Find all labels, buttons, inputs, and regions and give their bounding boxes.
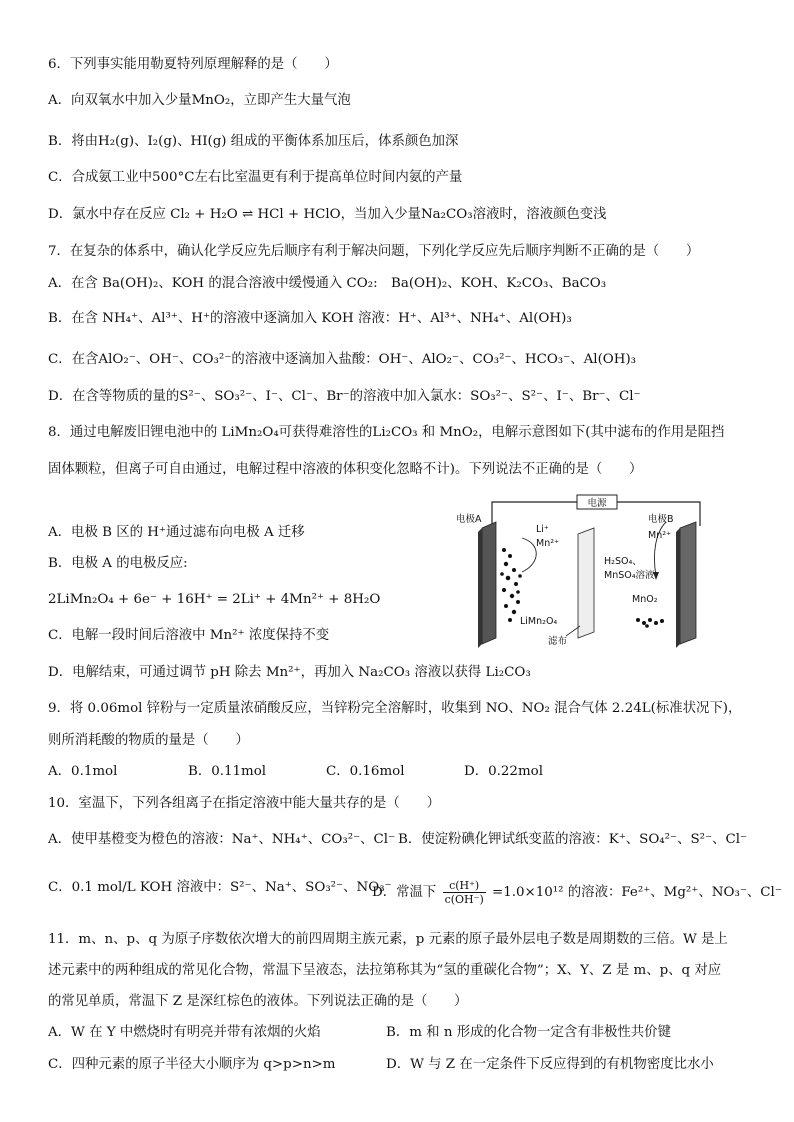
q6-option-b: B．将由H₂(g)、I₂(g)、HI(g) 组成的平衡体系加压后，体系颜色加深	[48, 134, 459, 149]
electrode-b	[680, 522, 696, 644]
q11-option-a: A．W 在 Y 中燃烧时有明亮并带有浓烟的火焰	[48, 1025, 321, 1040]
q10-d-prefix: D．常温下	[372, 885, 437, 900]
q8-option-d: D．电解结束，可通过调节 pH 除去 Mn²⁺，再加入 Na₂CO₃ 溶液以获得 Li₂CO₃	[48, 665, 531, 680]
q10-option-a: A．使甲基橙变为橙色的溶液：Na⁺、NH₄⁺、CO₃²⁻、Cl⁻	[48, 832, 396, 847]
q11-stem-line3: 的常见单质，常温下 Z 是深红棕色的液体。下列说法正确的是（ ）	[48, 994, 468, 1009]
q8-stem-line2: 固体颗粒，但离子可自由通过，电解过程中溶液的体积变化忽略不计)。下列说法不正确的是（ ）	[48, 462, 643, 477]
mn-ion-right-label: Mn²⁺	[648, 530, 672, 541]
fraction-numerator: c(H⁺)	[443, 879, 486, 893]
power-source-label: 电源	[587, 498, 607, 509]
q11-option-b: B．m 和 n 形成的化合物一定含有非极性共价键	[386, 1025, 671, 1040]
electrolysis-diagram	[452, 492, 742, 652]
q7-option-c: C．在含AlO₂⁻、OH⁻、CO₃²⁻的溶液中逐滴加入盐酸：OH⁻、AlO₂⁻、CO₃²⁻、HCO₃⁻、Al(OH)₃	[48, 352, 637, 367]
q10-option-b: B．使淀粉碘化钾试纸变蓝的溶液：K⁺、SO₄²⁻、S²⁻、Cl⁻	[398, 832, 748, 847]
q8-option-b: B．电极 A 的电极反应:	[48, 556, 188, 571]
q10-stem: 10．室温下，下列各组离子在指定溶液中能大量共存的是（ ）	[48, 796, 440, 811]
q11-stem-line1: 11．m、n、p、q 为原子序数依次增大的前四周期主族元素，p 元素的原子最外层电子数是周期数的三倍。W 是上	[48, 932, 728, 947]
q10-d-suffix: =1.0×10¹² 的溶液：Fe²⁺、Mg²⁺、NO₃⁻、Cl⁻	[492, 885, 782, 900]
electrode-a-label: 电极A	[456, 514, 482, 525]
q9-option-b: B．0.11mol	[188, 764, 267, 779]
limn2o4-particles	[500, 548, 522, 622]
mno2-particles	[636, 618, 664, 628]
q11-option-c: C．四种元素的原子半径大小顺序为 q>p>n>m	[48, 1057, 336, 1072]
solution-label-1: H₂SO₄、	[604, 556, 642, 567]
q8-option-a: A．电极 B 区的 H⁺通过滤布向电极 A 迁移	[48, 525, 305, 540]
solution-label-2: MnSO₄溶液	[604, 570, 655, 581]
q11-stem-line2: 述元素中的两种组成的常见化合物，常温下呈液态，法拉第称其为“氢的重碳化合物”；X、Y、Z 是 m、p、q 对应	[48, 963, 722, 978]
ratio-fraction	[443, 879, 486, 906]
q6-option-a: A．向双氧水中加入少量MnO₂，立即产生大量气泡	[48, 93, 351, 108]
q9-option-d: D．0.22mol	[464, 764, 543, 779]
q6-option-c: C．合成氨工业中500°C左右比室温更有利于提高单位时间内氨的产量	[48, 170, 463, 185]
mn-ion-left-label: Mn²⁺	[536, 538, 560, 549]
q9-stem-line2: 则所消耗酸的物质的量是（ ）	[48, 733, 249, 748]
q8-equation: 2LiMn₂O₄ + 6e⁻ + 16H⁺ = 2Li⁺ + 4Mn²⁺ + 8H₂O	[48, 592, 381, 607]
mno2-label: MnO₂	[632, 594, 658, 605]
electrode-a	[482, 522, 496, 644]
q10-option-c: C．0.1 mol/L KOH 溶液中：S²⁻、Na⁺、SO₃²⁻、NO₃⁻	[48, 880, 392, 895]
q9-option-c: C．0.16mol	[326, 764, 405, 779]
q6-stem: 6．下列事实能用勒夏特列原理解释的是（ ）	[48, 57, 338, 72]
li-ion-label: Li⁺	[536, 524, 549, 535]
q8-stem-line1: 8．通过电解废旧锂电池中的 LiMn₂O₄可获得难溶性的Li₂CO₃ 和 MnO₂，电解示意图如下(其中滤布的作用是阻挡	[48, 425, 725, 440]
q7-option-b: B．在含 NH₄⁺、Al³⁺、H⁺的溶液中逐滴加入 KOH 溶液：H⁺、Al³⁺、NH₄⁺、Al(OH)₃	[48, 311, 572, 326]
q7-option-a: A．在含 Ba(OH)₂、KOH 的混合溶液中缓慢通入 CO₂: Ba(OH)₂、KOH、K₂CO₃、BaCO₃	[48, 276, 607, 291]
q6-option-d: D．氯水中存在反应 Cl₂ + H₂O ⇌ HCl + HClO，当加入少量Na₂CO₃溶液时，溶液颜色变浅	[48, 207, 607, 222]
filter-label: 滤布	[548, 636, 568, 647]
electrode-b-label: 电极B	[648, 514, 674, 525]
q9-option-a: A．0.1mol	[48, 764, 118, 779]
q8-option-c: C．电解一段时间后溶液中 Mn²⁺ 浓度保持不变	[48, 628, 330, 643]
limn2o4-label: LiMn₂O₄	[520, 616, 558, 627]
q10-option-d	[372, 879, 782, 906]
q7-option-d: D．在含等物质的量的S²⁻、SO₃²⁻、I⁻、Cl⁻、Br⁻的溶液中加入氯水：SO₃²⁻、S²⁻、I⁻、Br⁻、Cl⁻	[48, 389, 641, 404]
q11-option-d: D．W 与 Z 在一定条件下反应得到的有机物密度比水小	[386, 1057, 714, 1072]
q7-stem: 7．在复杂的体系中，确认化学反应先后顺序有利于解决问题，下列化学反应先后顺序判断不正确的是（ ）	[48, 244, 700, 259]
fraction-denominator: c(OH⁻)	[444, 893, 484, 906]
filter-cloth	[578, 528, 594, 638]
q9-stem-line1: 9．将 0.06mol 锌粉与一定质量浓硝酸反应，当锌粉完全溶解时，收集到 NO、NO₂ 混合气体 2.24L(标准状况下)，	[48, 701, 742, 716]
